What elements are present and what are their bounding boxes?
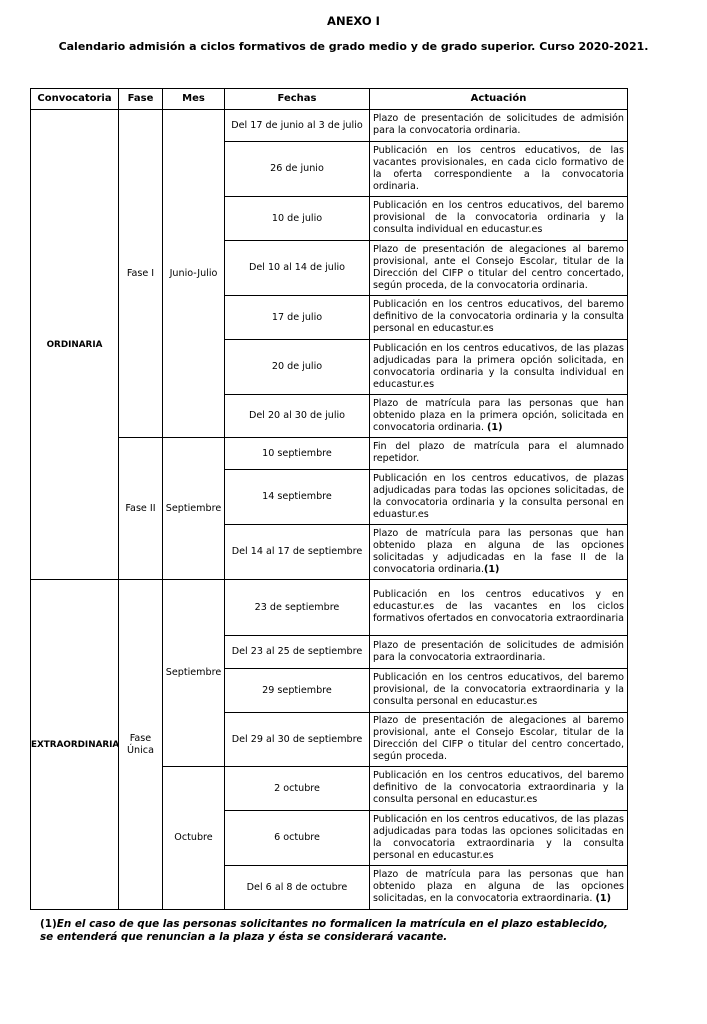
mes-septiembre-extra: Septiembre	[163, 580, 225, 767]
header-convocatoria: Convocatoria	[31, 89, 119, 110]
document-title: ANEXO I	[327, 14, 380, 28]
actuacion-text: Publicación en los centros educativos, de plazas adjudicadas para todas las opciones solicitadas, de la convocatoria ordinaria y la consulta personal en eduastur.es	[373, 472, 624, 520]
actuacion-text: Publicación en los centros educativos, de las plazas adjudicadas para todas las opciones solicitadas en la convocatoria extraordinaria y la consulta personal en educastur.es	[373, 813, 624, 861]
actuacion-text: Publicación en los centros educativos y en educastur.es de las vacantes en los ciclos formativos ofertados en convocatoria extraordinaria	[373, 589, 624, 624]
fecha-cell: Del 23 al 25 de septiembre	[225, 636, 370, 669]
actuacion-cell	[370, 395, 628, 438]
actuacion-text: Plazo de presentación de alegaciones al baremo provisional, ante el Consejo Escolar, titular de la Dirección del CIFP o titular del centro concertado, según proceda.	[373, 715, 624, 762]
fecha-cell: Del 20 al 30 de julio	[225, 395, 370, 438]
table-row	[31, 438, 628, 470]
nota-mark: (1)	[484, 563, 500, 575]
actuacion-cell	[370, 142, 628, 197]
footnote-text: En el caso de que las personas solicitantes no formalicen la matrícula en el plazo establecido, se entenderá que renuncian a la plaza y ésta se considerará vacante.	[40, 918, 608, 943]
header-actuacion: Actuación	[370, 89, 628, 110]
fecha-cell: Del 17 de junio al 3 de julio	[225, 110, 370, 142]
convocatoria-extraordinaria: EXTRAORDINARIA	[31, 580, 119, 910]
admission-calendar-table	[30, 88, 628, 910]
fase-2: Fase II	[119, 438, 163, 580]
actuacion-text: Fin del plazo de matrícula para el alumnado repetidor.	[373, 441, 624, 464]
fecha-cell: 29 septiembre	[225, 669, 370, 713]
fecha-cell: 26 de junio	[225, 142, 370, 197]
fecha-cell: 14 septiembre	[225, 470, 370, 525]
actuacion-text: Plazo de presentación de solicitudes de admisión para la convocatoria ordinaria.	[373, 113, 624, 136]
footnote	[40, 918, 610, 944]
actuacion-text: Publicación en los centros educativos, del baremo provisional de la convocatoria ordinaria y la consulta individual en educastur.es	[373, 200, 624, 235]
fecha-cell: 23 de septiembre	[225, 580, 370, 636]
actuacion-cell	[370, 438, 628, 470]
actuacion-cell	[370, 866, 628, 910]
actuacion-cell	[370, 296, 628, 340]
actuacion-text: Plazo de presentación de alegaciones al baremo provisional, ante el Consejo Escolar, titular de la Dirección del CIFP o titular del centro concertado, según proceda, de la convocatoria ordinaria.	[373, 243, 624, 291]
document-subtitle: Calendario admisión a ciclos formativos de grado medio y de grado superior. Curso 2020-2021.	[58, 40, 649, 53]
actuacion-cell	[370, 197, 628, 241]
actuacion-text: Plazo de presentación de solicitudes de admisión para la convocatoria extraordinaria.	[373, 639, 624, 663]
fecha-cell: Del 10 al 14 de julio	[225, 241, 370, 296]
actuacion-cell	[370, 110, 628, 142]
footnote-mark: (1)	[40, 918, 57, 930]
actuacion-text: Publicación en los centros educativos, de las plazas adjudicadas para la primera opción solicitada, en convocatoria ordinaria y la consulta individual en educastur.es	[373, 342, 624, 390]
table-row	[31, 110, 628, 142]
actuacion-text: Publicación en los centros educativos, del baremo provisional, de la convocatoria extraordinaria y la consulta personal en educastur.es	[373, 672, 624, 707]
fecha-cell: 17 de julio	[225, 296, 370, 340]
actuacion-text: Plazo de matrícula para las personas que han obtenido plaza en alguna de las opciones solicitadas y adjudicadas en la fase II de la convocatoria ordinaria.	[373, 527, 624, 575]
fecha-cell: Del 6 al 8 de octubre	[225, 866, 370, 910]
fecha-cell: 10 septiembre	[225, 438, 370, 470]
header-fechas: Fechas	[225, 89, 370, 110]
actuacion-cell	[370, 811, 628, 866]
actuacion-text: Plazo de matrícula para las personas que han obtenido plaza en la primera opción, solicitada en convocatoria ordinaria.	[373, 397, 624, 433]
fecha-cell: 2 octubre	[225, 767, 370, 811]
actuacion-text: Plazo de matrícula para las personas que han obtenido plaza en alguna de las opciones solicitadas, en la convocatoria extraordinaria.	[373, 869, 624, 904]
nota-mark: (1)	[595, 893, 611, 904]
fase-1: Fase I	[119, 110, 163, 438]
mes-septiembre: Septiembre	[163, 438, 225, 580]
fecha-cell: Del 14 al 17 de septiembre	[225, 525, 370, 580]
table-header-row	[31, 89, 628, 110]
actuacion-cell	[370, 713, 628, 767]
fecha-cell: Del 29 al 30 de septiembre	[225, 713, 370, 767]
convocatoria-ordinaria: ORDINARIA	[31, 110, 119, 580]
actuacion-cell	[370, 470, 628, 525]
actuacion-cell	[370, 580, 628, 636]
actuacion-text: Publicación en los centros educativos, del baremo definitivo de la convocatoria ordinaria y la consulta personal en educastur.es	[373, 299, 624, 334]
actuacion-cell	[370, 669, 628, 713]
header-fase: Fase	[119, 89, 163, 110]
fecha-cell: 20 de julio	[225, 340, 370, 395]
fecha-cell: 10 de julio	[225, 197, 370, 241]
actuacion-text: Publicación en los centros educativos, del baremo definitivo de la convocatoria extraordinaria y la consulta personal en educastur.es	[373, 770, 624, 805]
table-row	[31, 580, 628, 636]
actuacion-cell	[370, 340, 628, 395]
header-mes: Mes	[163, 89, 225, 110]
fase-unica: Fase Única	[119, 580, 163, 910]
mes-octubre: Octubre	[163, 767, 225, 910]
actuacion-cell	[370, 525, 628, 580]
actuacion-cell	[370, 241, 628, 296]
nota-mark: (1)	[487, 421, 503, 433]
actuacion-cell	[370, 636, 628, 669]
mes-junio-julio: Junio-Julio	[163, 110, 225, 438]
actuacion-text: Publicación en los centros educativos, de las vacantes provisionales, en cada ciclo formativo de la oferta correspondiente a la convocatoria ordinaria.	[373, 144, 624, 192]
fecha-cell: 6 octubre	[225, 811, 370, 866]
actuacion-cell	[370, 767, 628, 811]
